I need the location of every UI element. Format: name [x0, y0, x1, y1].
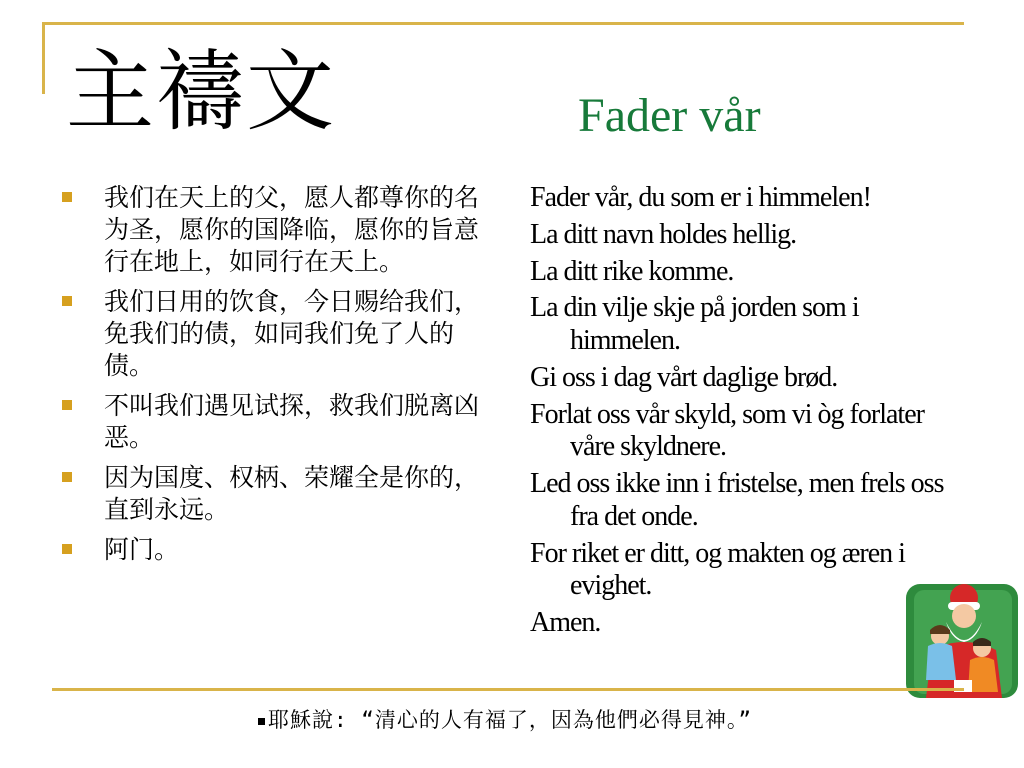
frame-bottom-line	[52, 688, 964, 691]
list-item	[62, 462, 492, 526]
footer-quote	[258, 704, 752, 734]
prayer-line: Led oss ikke inn i fristelse, men frels oss fra det onde.	[530, 468, 944, 532]
prayer-line: For riket er ditt, og makten og æren i evighet.	[530, 537, 905, 602]
bullet-square-icon	[62, 192, 72, 202]
frame-top-line	[42, 22, 964, 25]
list-item-text: 我们日用的饮食，今日赐给我们，免我们的债，如同我们免了人的债。	[104, 287, 480, 380]
bullet-square-icon	[258, 718, 265, 725]
bullet-square-icon	[62, 296, 72, 306]
list-item	[62, 534, 492, 566]
bullet-square-icon	[62, 400, 72, 410]
prayer-line: Amen.	[530, 607, 601, 638]
list-item	[62, 286, 492, 382]
norwegian-prayer-text	[530, 182, 970, 644]
prayer-line: La ditt navn holdes hellig.	[530, 218, 797, 250]
chinese-prayer-list	[62, 182, 492, 574]
list-item-text: 阿门。	[104, 535, 180, 564]
frame-left-line	[42, 22, 45, 94]
list-item	[62, 390, 492, 454]
footer-quote-text: 耶穌說: “清心的人有福了，因為他們必得見神。”	[268, 708, 753, 732]
list-item-text: 因为国度、权柄、荣耀全是你的，直到永远。	[104, 463, 480, 524]
prayer-line: Fader vår, du som er i himmelen!	[530, 182, 871, 213]
title-norwegian: Fader vår	[578, 89, 761, 142]
list-item-text: 不叫我们遇见试探，救我们脱离凶恶。	[104, 391, 480, 452]
list-item-text: 我们在天上的父，愿人都尊你的名为圣，愿你的国降临，愿你的旨意行在地上，如同行在天上。	[104, 183, 480, 276]
bullet-square-icon	[62, 544, 72, 554]
list-item	[62, 182, 492, 278]
bullet-square-icon	[62, 472, 72, 482]
prayer-line: La ditt rike komme.	[530, 255, 734, 287]
prayer-line: La din vilje skje på jorden som i himmelen.	[530, 292, 859, 356]
prayer-line: Forlat oss vår skyld, som vi òg forlater våre skyldnere.	[530, 398, 924, 463]
prayer-line: Gi oss i dag vårt daglige brød.	[530, 361, 838, 393]
title-chinese: 主禱文	[66, 40, 337, 143]
santa-with-children-illustration	[898, 576, 1024, 700]
